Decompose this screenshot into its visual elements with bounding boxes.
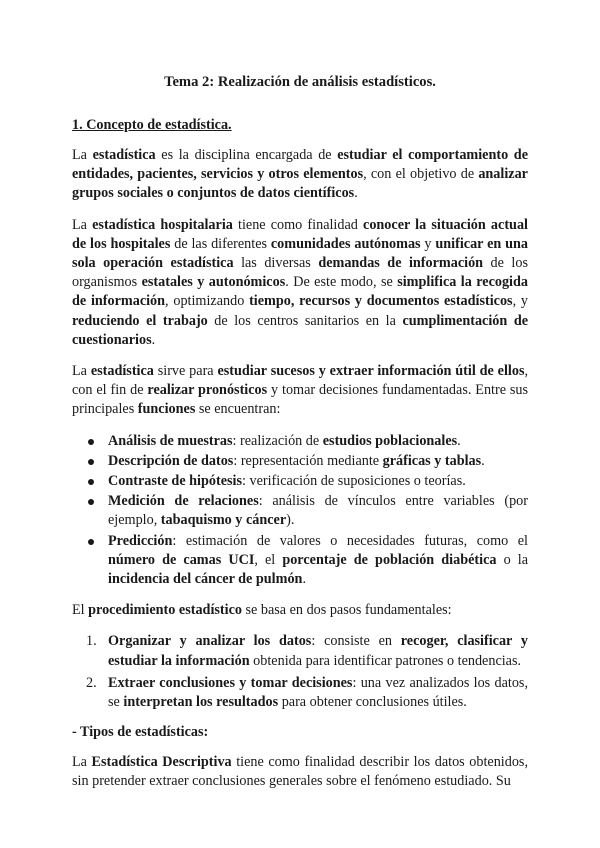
text-run: : análisis de vínculos entre variables (por ejemplo, [108,493,528,529]
text-run: de los organismos [72,255,528,291]
text-run: La [72,216,93,233]
text-run: es la disciplina encargada de [155,147,338,163]
bold-text-run: Contraste de hipótesis [108,473,242,490]
bold-text-run: estudios poblacionales [322,432,458,449]
bold-text-run: estudiar el comportamiento de entidades, pacientes, servicios y otros elementos [72,147,528,183]
bold-text-run: estatales y autonómicos [141,274,286,291]
bold-text-run: funciones [137,401,196,418]
step-number: 1. [86,633,97,650]
text-run: ). [286,512,295,529]
bold-text-run: procedimiento estadístico [88,602,242,619]
bold-text-run: estudiar sucesos y extraer información útil de ellos [217,363,525,380]
bullet-icon [88,479,94,485]
bold-text-run: unificar en una sola operación estadística [72,235,528,272]
descriptive-statistics-paragraph [72,753,528,791]
bold-text-run: analizar grupos sociales o conjuntos de datos científicos [72,166,528,202]
bold-text-run: conocer la situación actual de los hospitales [72,216,528,252]
section-heading-concepto: 1. Concepto de estadística. [72,117,232,133]
text-run: : representación mediante [233,452,383,469]
text-run: las diversas [233,255,319,272]
bold-text-run: Descripción de datos [108,452,234,469]
bold-text-run: incidencia del cáncer de pulmón [108,571,303,588]
bold-text-run: Extraer conclusiones y tomar decisiones [108,674,353,691]
bold-text-run: cumplimentación de cuestionarios [72,312,529,348]
function-list-item [108,532,528,590]
text-run: , el [254,551,283,568]
text-run: y [420,235,436,252]
text-run: La [72,363,91,380]
text-run: La [72,754,92,771]
text-run: : consiste en [311,633,401,650]
bold-text-run: estadística [90,363,154,380]
bullet-icon [88,459,94,465]
bold-text-run: demandas de información [318,255,484,272]
text-run: de las diferentes [170,235,271,252]
text-run: La [72,147,93,163]
bold-text-run: Organizar y analizar los datos [108,633,312,650]
step-list-item [86,674,528,712]
function-list-item [108,432,528,451]
bold-text-run: estadística hospitalaria [92,216,233,233]
bold-text-run: realizar pronósticos [147,382,268,399]
bold-text-run: Análisis de muestras [108,432,233,449]
bold-text-run: Medición de relaciones [108,493,259,510]
text-run: o la [496,551,528,568]
bold-text-run: simplifica la recogida de información [72,274,528,310]
document-title: Tema 2: Realización de análisis estadísticos. [164,74,436,90]
body-paragraph [72,362,528,420]
text-run: . [302,571,306,588]
text-run: : una vez analizados los datos, se [108,674,528,711]
step-list-item [86,632,528,670]
text-run: y tomar decisiones fundamentadas. Entre sus principales [72,382,529,418]
bold-text-run: gráficas y tablas [382,452,482,469]
text-run: : verificación de suposiciones o teorías. [242,473,466,490]
bold-text-run: reduciendo el trabajo [72,312,208,329]
bullet-icon [88,439,94,445]
body-paragraph [72,146,528,204]
text-run: se encuentran: [195,401,281,418]
function-list-item [108,472,528,491]
function-list-item [108,492,528,530]
body-paragraph [72,216,528,350]
step-number: 2. [86,674,97,691]
bold-text-run: Predicción [108,532,173,549]
bold-text-run: comunidades autónomas [270,235,421,252]
text-run: . [457,432,461,449]
text-run: . [481,452,485,469]
text-run: . [354,185,358,202]
bullet-icon [88,539,94,545]
text-run: : estimación de valores o necesidades futuras, como el [172,532,528,549]
text-run: , con el fin de [72,363,529,399]
bold-text-run: tiempo, recursos y documentos estadísticos [249,293,513,310]
bold-text-run: porcentaje de población diabética [282,551,497,568]
bold-text-run: recoger, clasificar y estudiar la información [108,633,528,669]
bold-text-run: número de camas UCI [108,551,255,568]
function-list-item [108,452,528,471]
text-run: , y [512,293,529,310]
text-run: obtenida para identificar patrones o tendencias. [249,652,522,669]
text-run: El [72,602,89,619]
bold-text-run: Estadística Descriptiva [91,754,232,771]
text-run: , optimizando [165,293,250,310]
bold-text-run: interpretan los resultados [123,694,279,711]
text-run: : realización de [232,432,323,449]
text-run: se basa en dos pasos fundamentales: [241,602,452,619]
text-run: sirve para [153,363,218,380]
types-heading: - Tipos de estadísticas: [72,724,209,741]
text-run: para obtener conclusiones útiles. [278,694,467,711]
procedure-paragraph [72,601,528,620]
bold-text-run: estadística [92,147,156,163]
bullet-icon [88,499,94,505]
text-run: . [151,331,156,348]
text-run: . De este modo, se [285,274,398,291]
bold-text-run: tabaquismo y cáncer [160,512,287,529]
text-run: , con el objetivo de [363,166,479,183]
functions-list [72,432,528,590]
steps-list [72,632,528,712]
text-run: de los centros sanitarios en la [207,312,403,329]
text-run: tiene como finalidad [232,216,364,233]
intro-paragraphs [72,146,528,420]
text-run: tiene como finalidad describir los datos obtenidos, sin pretender extraer conclusiones generales sobre el fenómeno estudiado. Su [72,754,528,790]
